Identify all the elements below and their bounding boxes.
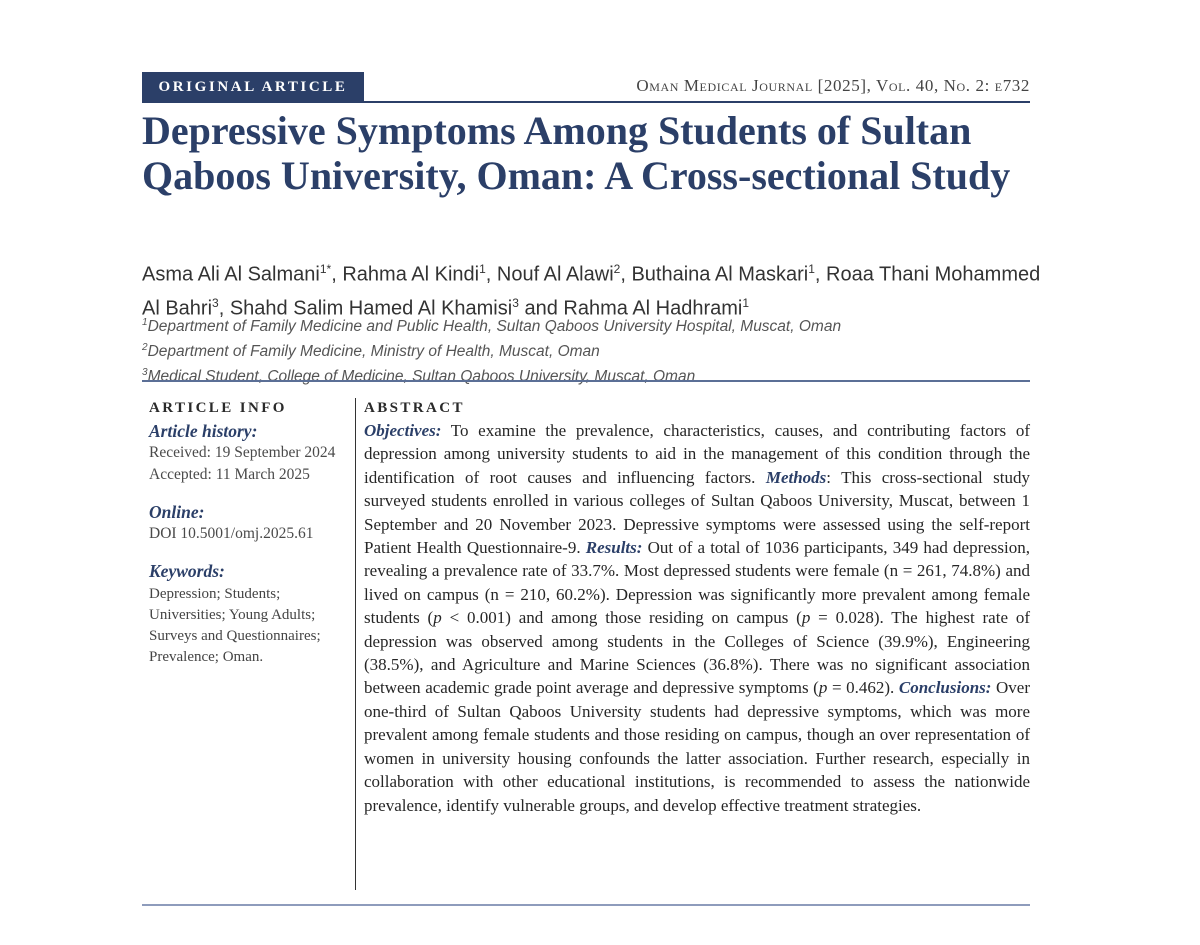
author-affiliation-mark: 3 [212, 295, 219, 310]
conclusions-label: Conclusions: [898, 678, 992, 698]
author-connector: and [524, 297, 558, 320]
article-type-badge: ORIGINAL ARTICLE [142, 72, 364, 103]
p-symbol: p [818, 678, 828, 698]
online-label: Online: [149, 502, 205, 522]
affiliations [142, 312, 1030, 387]
column-divider [355, 398, 356, 890]
author-affiliation-mark: 1 [319, 262, 327, 276]
section-divider [142, 380, 1030, 382]
methods-label: Methods [765, 467, 827, 487]
keywords-list [149, 584, 354, 668]
author-name: Shahd Salim Hamed Al Khamisi [229, 297, 513, 320]
affiliation-item [142, 362, 1030, 387]
affiliation-text: Medical Student, College of Medicine, Sultan Qaboos University, Muscat, Oman [147, 368, 696, 386]
author-name: Roaa Thani Mohammed Al Bahri [142, 263, 1041, 320]
abstract-text [364, 419, 1030, 817]
bottom-divider [142, 904, 1030, 906]
results-text: Out of a total of 1036 participants, 349 had depression, revealing a prevalence rate of 33.7%. Most depressed students were female (n = 261, 74.8%) and lived on campus (n = 210, 60.2%). Depression was significantly more prevalent among female students ( [364, 538, 1030, 628]
author-name: Rahma Al Kindi [342, 263, 480, 286]
journal-citation: Oman Medical Journal [2025], Vol. 40, No. 2: e732 [636, 76, 1030, 95]
results-text: < 0.001) and among those residing on campus ( [441, 608, 802, 628]
accepted-date: Accepted: 11 March 2025 [149, 466, 310, 483]
author-affiliation-mark: 1 [742, 295, 750, 310]
affiliation-text: Department of Family Medicine and Public Health, Sultan Qaboos University Hospital, Muscat, Oman [147, 318, 842, 336]
article-info-heading: ARTICLE INFO [149, 400, 287, 416]
results-label: Results: [585, 538, 643, 558]
received-date: Received: 19 September 2024 [149, 444, 336, 461]
affiliation-mark: 1 [142, 317, 148, 328]
author-name: Buthaina Al Maskari [631, 263, 809, 286]
author-list: Asma Ali Al Salmani$^{1*}$, Rahma Al Kindi$^1$, Nouf Al Alawi$^2$, Buthaina Al Maskari$^1$, Roaa Thani Mohammed Al Bahri$^3$, Shahd Salim Hamed Al Khamisi$^3$ and Rahma Al Hadhrami$^1$ [142, 262, 1041, 320]
results-text: = 0.028). The highest rate of depression was observed among students in the Colleges of Science (39.9%), Engineering (38.5%), and Agriculture and Marine Sciences (36.8%). There was no significant association between academic grade point average and depressive symptoms ( [364, 608, 1030, 698]
objectives-label: Objectives: [364, 421, 442, 440]
conclusions-text: Over one-third of Sultan Qaboos University students had depressive symptoms, which was more prevalent among female students and those residing on campus, though an over representation of women in university housing confounds the latter association. Further research, especially in collaboration with other educational institutions, is recommended to assess the nationwide prevalence, identify vulnerable groups, and develop effective treatment strategies. [364, 678, 1031, 815]
affiliation-item [142, 312, 1030, 337]
keyword-line: Surveys and Questionnaires; [149, 628, 321, 644]
article-info-panel [149, 400, 354, 668]
affiliation-item [142, 337, 1030, 362]
methods-text: : This cross-sectional study surveyed students enrolled in various colleges of Sultan Qaboos University, Muscat, between 1 September and 20 November 2023. Depressive symptoms were assessed using the self-report Patient Health Questionnaire-9. [364, 467, 1030, 558]
keyword-line: Depression; Students; [149, 586, 281, 602]
author-name: Nouf Al Alawi [496, 263, 614, 286]
author-name: Asma Ali Al Salmani [142, 263, 320, 286]
header-rule [142, 101, 1030, 103]
affiliation-mark: 2 [142, 342, 148, 354]
article-title: Depressive Symptoms Among Students of Sultan Qaboos University, Oman: A Cross-sectional Study [142, 108, 1011, 198]
affiliation-mark: 3 [142, 367, 148, 379]
history-label: Article history: [149, 421, 258, 441]
objectives-text: To examine the prevalence, characteristics, causes, and contributing factors of depression among university students to aid in the management of this condition through the identification of root causes and influencing factors. [364, 421, 1030, 487]
abstract-heading: ABSTRACT [364, 400, 465, 416]
author-affiliation-mark: 2 [613, 262, 621, 276]
author-name: Rahma Al Hadhrami [563, 297, 743, 320]
doi: DOI 10.5001/omj.2025.61 [149, 525, 314, 542]
p-symbol: p [433, 608, 442, 628]
results-text: = 0.462). [827, 678, 899, 698]
author-affiliation-mark: 3 [512, 295, 519, 310]
keywords-label: Keywords: [149, 561, 225, 581]
abstract-panel [364, 400, 1030, 817]
affiliation-text: Department of Family Medicine, Ministry of Health, Muscat, Oman [147, 343, 600, 361]
keyword-line: Universities; Young Adults; [149, 607, 316, 623]
keyword-line: Prevalence; Oman. [149, 649, 264, 665]
corresponding-author-mark: * [326, 262, 332, 276]
author-affiliation-mark: 1 [479, 262, 486, 276]
p-symbol: p [801, 608, 811, 628]
author-affiliation-mark: 1 [808, 262, 815, 276]
